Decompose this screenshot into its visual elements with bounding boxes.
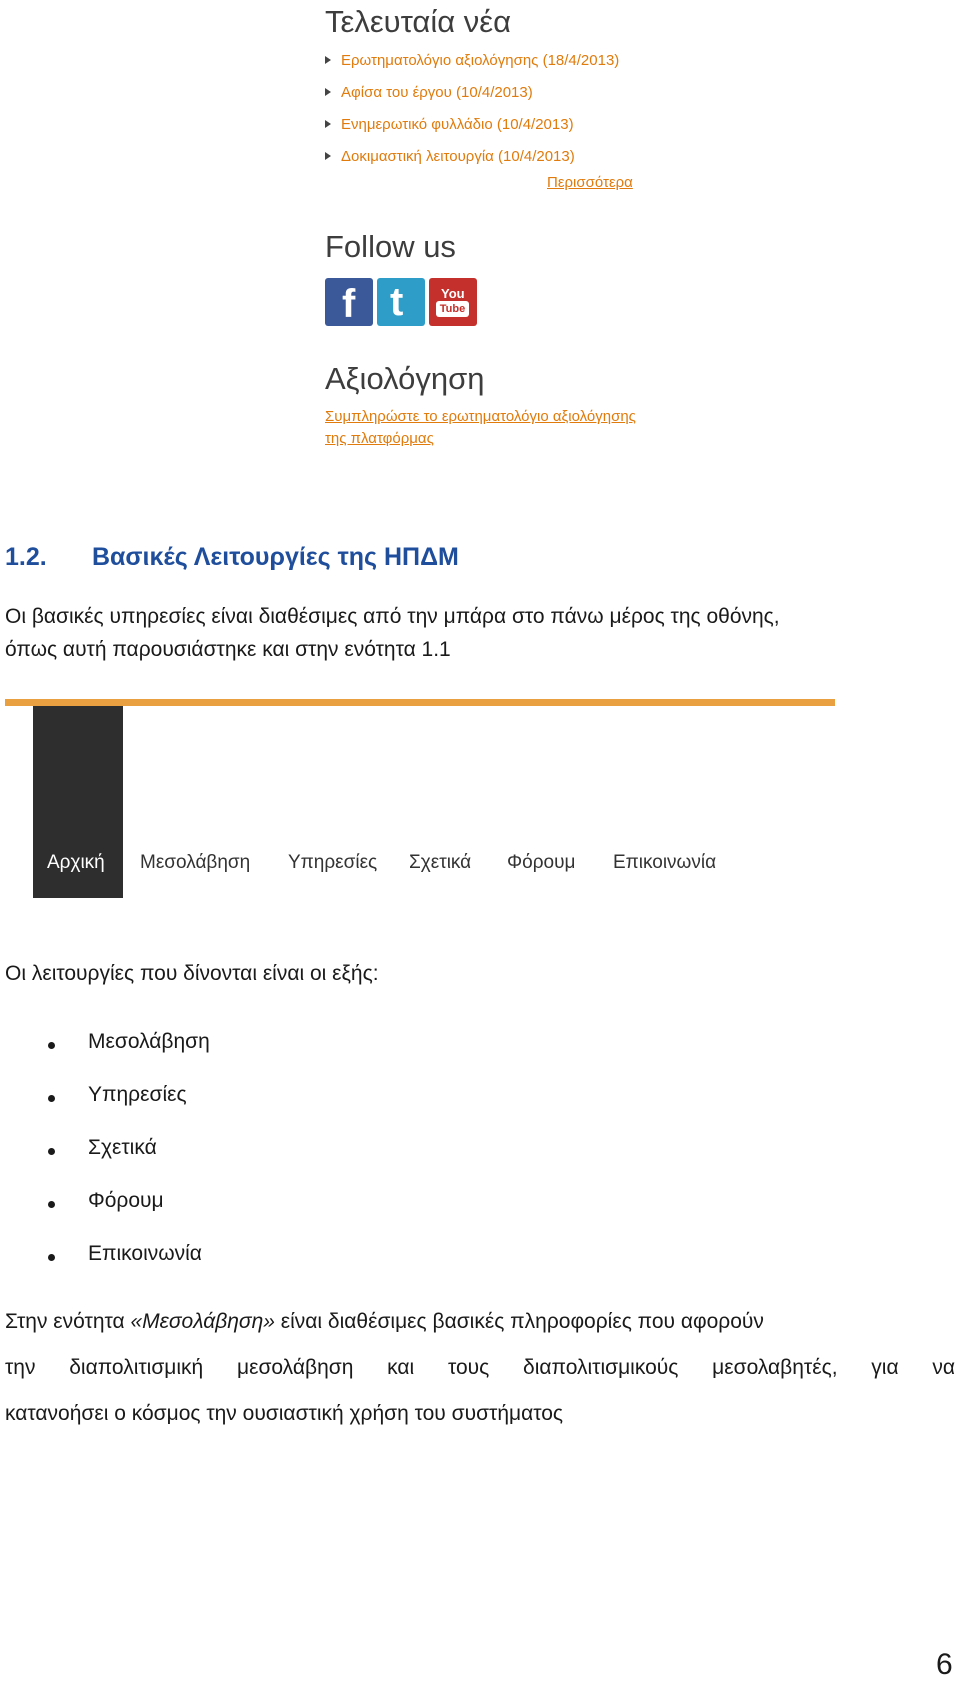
evaluation-title: Αξιολόγηση [325,361,485,396]
section-heading [5,543,459,572]
youtube-icon[interactable]: You Tube [429,278,477,326]
latest-news-title: Τελευταία νέα [325,4,512,39]
menu-accent-bar [5,699,835,706]
latest-news-panel [325,0,685,191]
news-item[interactable]: Αφίσα του έργου (10/4/2013) [325,84,685,116]
bullet-icon [48,1042,55,1049]
social-links [325,278,477,326]
bullet-icon [48,1095,55,1102]
bullet-arrow-icon [325,88,331,96]
menu-bar-screenshot [5,699,835,904]
intro-line-2: όπως αυτή παρουσιάστηκε και στην ενότητα 1.1 [5,638,451,661]
section-number: 1.2. [5,543,47,571]
intro-line-1: Οι βασικές υπηρεσίες είναι διαθέσιμες από την μπάρα στο πάνω μέρος της οθόνης, [5,605,780,628]
evaluation-survey-link[interactable]: Συμπληρώστε το ερωτηματολόγιο αξιολόγησης της πλατφόρμας [325,408,636,447]
menu-item-about[interactable]: Σχετικά [409,852,472,873]
bullet-icon [48,1148,55,1155]
evaluation-panel [325,358,665,450]
follow-us-title: Follow us [325,229,456,264]
mediation-paragraph [5,1310,960,1448]
mediation-line-2: την διαπολιτισμική μεσολάβηση και τους διαπολιτισμικούς μεσολαβητές, για να [5,1356,955,1379]
follow-us-panel [325,226,477,326]
page-number: 6 [936,1648,953,1681]
menu-item-home[interactable]: Αρχική [47,852,105,873]
bullet-arrow-icon [325,120,331,128]
functions-intro: Οι λειτουργίες που δίνονται είναι οι εξής: [5,962,379,985]
menu-item-forum[interactable]: Φόρουμ [507,852,576,873]
menu-item-mediation[interactable]: Μεσολάβηση [140,852,251,873]
news-item[interactable]: Ενημερωτικό φυλλάδιο (10/4/2013) [325,116,685,148]
more-news-link[interactable]: Περισσότερα [547,174,633,191]
facebook-icon[interactable]: f [325,278,373,326]
news-item[interactable]: Ερωτηματολόγιο αξιολόγησης (18/4/2013) [325,52,685,84]
mediation-line-3: κατανοήσει ο κόσμος την ουσιαστική χρήση του συστήματος [5,1402,564,1425]
bullet-arrow-icon [325,56,331,64]
mediation-line-1: Στην ενότητα «Μεσολάβηση» είναι διαθέσιμες βασικές πληροφορίες που αφορούν [5,1310,764,1333]
menu-item-contact[interactable]: Επικοινωνία [613,852,717,873]
section-title: Βασικές Λειτουργίες της ΗΠΔΜ [92,543,459,571]
bullet-icon [48,1201,55,1208]
twitter-icon[interactable]: t [377,278,425,326]
bullet-arrow-icon [325,152,331,160]
news-list [325,52,685,180]
news-item[interactable]: Δοκιμαστική λειτουργία (10/4/2013) [325,148,685,180]
bullet-icon [48,1254,55,1261]
menu-item-services[interactable]: Υπηρεσίες [288,852,378,873]
